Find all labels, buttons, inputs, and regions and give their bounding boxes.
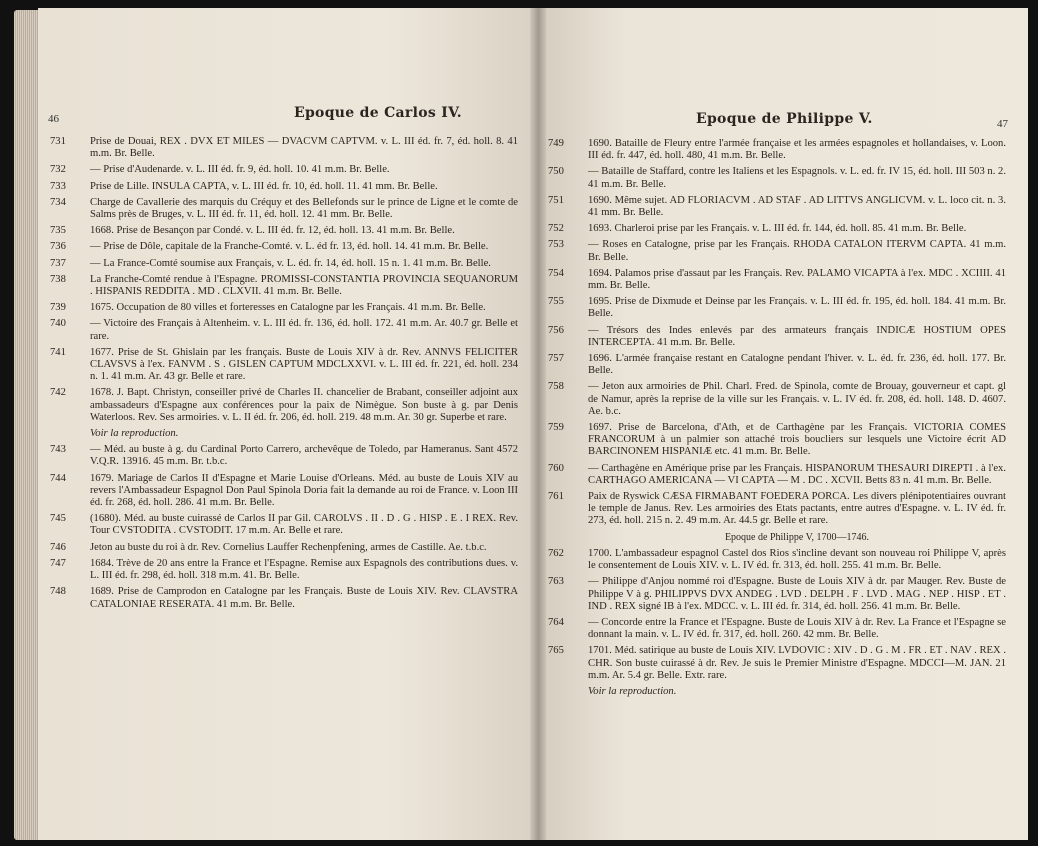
entry-number: 732 bbox=[50, 164, 66, 176]
entry-text: — Jeton aux armoiries de Phil. Charl. Fred. de Spinola, comte de Brouay, gouverneur et capt. gl de Namur, après la reprise de la ville sur les Français. v. L. IV éd. fr. 208, éd. holl. 148. D. 4607. Ae. b.c. bbox=[588, 381, 1006, 417]
entry-text: 1701. Méd. satirique au buste de Louis XIV. LVDOVIC : XIV . D . G . M . FR . ET . NAV . REX . CHR. Son buste cuirassé à dr. Rev. Je suis le Premier Ministre d'Espagne. MDCCI—M. JAN. 21 m.m. Ar. 5.4 gr. Belle. Extr. rare. bbox=[588, 645, 1006, 681]
reproduction-note: Voir la reproduction. bbox=[588, 685, 677, 697]
entry-text: — Méd. au buste à g. du Cardinal Porto Carrero, archevêque de Toledo, par Hameranus. Sant 4572 V.Q.R. 13916. 45 m.m. Br. t.b.c. bbox=[90, 444, 518, 468]
entry-text: 1694. Palamos prise d'assaut par les Français. Rev. PALAMO VICAPTA à l'ex. MDC . XCIIII. 41 mm. Br. Belle. bbox=[588, 267, 1006, 292]
entry-text: — Roses en Catalogne, prise par les Français. RHODA CATALON ITERVM CAPTA. 41 m.m. Br. Belle. bbox=[588, 239, 1006, 263]
entry-text: — Concorde entre la France et l'Espagne. Buste de Louis XIV à dr. Rev. La France et l'Espagne se donnant la main. v. L. IV éd. fr. 317, éd. holl. 260. 42 mm. Br. Belle. bbox=[588, 616, 1006, 641]
entry-text: — Carthagène en Amérique prise par les Français. HISPANORUM THESAURI DIREPTI . à l'ex. CARTHAGO AMERICANA — VI CAPTA — M . DC . XCVII. Betts 83 n. 41 m.m. Br. Belle. bbox=[588, 462, 1006, 486]
entry-number: 753 bbox=[548, 239, 564, 251]
book-gutter bbox=[530, 8, 546, 840]
entry-number: 742 bbox=[50, 387, 66, 399]
catalog-entry bbox=[50, 274, 518, 298]
catalog-entry bbox=[548, 268, 1006, 292]
catalog-entry bbox=[548, 223, 1006, 235]
page-edges bbox=[14, 10, 40, 840]
entry-number: 756 bbox=[548, 324, 564, 336]
catalog-entry bbox=[548, 325, 1006, 349]
entry-text: — Trésors des Indes enlevés par des armateurs français INDICÆ HOSTIUM OPES INTERCEPTA. 41 m.m. Br. Belle. bbox=[588, 324, 1006, 348]
entry-number: 733 bbox=[50, 180, 66, 192]
entry-number: 758 bbox=[548, 381, 564, 393]
entry-number: 760 bbox=[548, 462, 564, 474]
catalog-entry bbox=[548, 195, 1006, 219]
catalog-entry bbox=[548, 463, 1006, 487]
page-number: 46 bbox=[48, 113, 59, 125]
entry-text: 1684. Trève de 20 ans entre la France et l'Espagne. Remise aux Espagnols des contributions dues. v. L. III éd. fr. 298, éd. holl. 318 m.m. 41. Br. Belle. bbox=[90, 557, 518, 582]
reproduction-note: Voir la reproduction. bbox=[90, 428, 179, 440]
entry-text: 1690. Bataille de Fleury entre l'armée française et les armées espagnoles et hollandaises, v. Loon. III éd. fr. 447, éd. holl. 480, 41 m.m. Br. Belle. bbox=[588, 138, 1006, 162]
entry-text: Prise de Douai, REX . DVX ET MILES — DVACVM CAPTVM. v. L. III éd. fr. 7, éd. holl. 8. 41 m.m. Br. Belle. bbox=[90, 136, 518, 160]
entry-number: 741 bbox=[50, 346, 66, 358]
entry-number: 749 bbox=[548, 138, 564, 149]
catalog-entry bbox=[50, 258, 518, 270]
entry-number bbox=[548, 686, 588, 698]
entry-number: 755 bbox=[548, 296, 564, 308]
catalog-entry bbox=[548, 548, 1006, 572]
section-subheading: Epoque de Philippe V, 1700—1746. bbox=[724, 531, 870, 543]
entry-number: 731 bbox=[50, 136, 66, 147]
catalog-entry bbox=[50, 347, 518, 384]
entry-number: 736 bbox=[50, 241, 66, 253]
catalog-entry bbox=[50, 558, 518, 582]
entry-text: 1697. Prise de Barcelona, d'Ath, et de Carthagène par les Français. VICTORIA COMES FRANCORUM à un palmier son attaché trois boucliers sur lesquels une Victoire écrit AD BARCINONEM HISPANIÆ etc. 41 m.m. Br. Belle. bbox=[588, 422, 1006, 458]
catalog-entry bbox=[50, 318, 518, 342]
entry-text: — La France-Comté soumise aux Français, v. L. éd. fr. 14, éd. holl. 15 n. 1. 41 m.m. Br. Belle. bbox=[90, 257, 491, 269]
entry-number: 734 bbox=[50, 196, 66, 208]
entry-text: 1679. Mariage de Carlos II d'Espagne et Marie Louise d'Orleans. Méd. au buste de Louis XIV au revers l'Ambassadeur Espagnol Don Paul Spinola Doria fait la demande au roi de France. v. Loon III éd. fr. 268, éd. holl. 286. 41 m.m. Br. Belle. bbox=[90, 472, 518, 509]
entry-text: — Prise de Dôle, capitale de la Franche-Comté. v. L. éd fr. 13, éd. holl. 14. 41 m.m. Br. Belle. bbox=[90, 241, 489, 253]
catalog-entry bbox=[50, 428, 518, 440]
catalog-entry bbox=[50, 473, 518, 510]
catalog-entry bbox=[50, 164, 518, 176]
entry-number: 765 bbox=[548, 645, 564, 657]
right-page bbox=[538, 8, 1028, 840]
catalog-entry bbox=[50, 181, 518, 193]
entry-text: — Prise d'Audenarde. v. L. III éd. fr. 9, éd. holl. 10. 41 m.m. Br. Belle. bbox=[90, 164, 390, 176]
entry-number: 737 bbox=[50, 257, 66, 269]
running-head: Epoque de Carlos IV. bbox=[294, 105, 462, 121]
entry-number: 739 bbox=[50, 302, 66, 314]
catalog-entry bbox=[50, 225, 518, 237]
catalog-entry bbox=[548, 576, 1006, 613]
entry-number: 744 bbox=[50, 472, 66, 484]
entry-number: 740 bbox=[50, 318, 66, 330]
catalog-entry bbox=[548, 491, 1006, 528]
entry-number: 750 bbox=[548, 166, 564, 178]
entry-number: 747 bbox=[50, 557, 66, 569]
entry-text: 1695. Prise de Dixmude et Deinse par les Français. v. L. III éd. fr. 195, éd. holl. 184. 41 m.m. Br. Belle. bbox=[588, 296, 1006, 320]
catalog-entry bbox=[548, 138, 1006, 162]
entry-number: 752 bbox=[548, 223, 564, 235]
catalog-entry bbox=[548, 353, 1006, 377]
catalog-entry bbox=[548, 645, 1006, 682]
entry-number: 746 bbox=[50, 541, 66, 553]
catalog-entry bbox=[50, 387, 518, 424]
page-number: 47 bbox=[997, 118, 1008, 130]
catalog-entry bbox=[50, 241, 518, 253]
entry-number: 738 bbox=[50, 273, 66, 285]
entry-number: 751 bbox=[548, 194, 564, 206]
entry-number: 743 bbox=[50, 444, 66, 456]
entry-text: 1668. Prise de Besançon par Condé. v. L. III éd. fr. 12, éd. holl. 13. 41 m.m. Br. Belle. bbox=[90, 225, 455, 237]
entry-text: Charge de Cavallerie des marquis du Créquy et des Bellefonds sur le prince de Ligne et le comte de Salms près de Bruges, v. L. III éd. fr. 11, éd. holl. 12. 41 mm. Br. Belle. bbox=[90, 196, 518, 221]
catalog-entry bbox=[50, 197, 518, 221]
entry-text: La Franche-Comté rendue à l'Espagne. PROMISSI-CONSTANTIA PROVINCIA SEQUANORUM . HISPANIS REDDITA . MD . CLXVII. 41 m.m. Br. Belle. bbox=[90, 273, 518, 298]
entry-text: — Philippe d'Anjou nommé roi d'Espagne. Buste de Louis XIV à dr. par Mauger. Rev. Buste de Philippe V à g. PHILIPPVS DVX ANDEG . LVD . DELPH . F . LVD . MAG . NEP . HISP . ET . IND . REX signé IB à l'ex. MDCC. v. L. III éd. fr. 314, éd. holl. 256. 41 m.m. Br. Belle. bbox=[588, 576, 1006, 612]
catalog-entry bbox=[50, 136, 518, 160]
entry-text: (1680). Méd. au buste cuirassé de Carlos II par Gil. CAROLVS . II . D . G . HISP . E . I REX. Rev. Tour CVSTODITA . CVSTODIT. 17 m.m. Ar. Belle et rare. bbox=[90, 513, 518, 537]
catalog-entry bbox=[50, 586, 518, 610]
entry-number: 735 bbox=[50, 225, 66, 237]
entry-number: 745 bbox=[50, 513, 66, 525]
entry-number: 757 bbox=[548, 353, 564, 365]
entry-text: — Victoire des Français à Altenheim. v. L. III éd. fr. 136, éd. holl. 172. 41 m.m. Ar. 40.7 gr. Belle et rare. bbox=[90, 318, 518, 342]
catalog-entry bbox=[50, 302, 518, 314]
catalog-entry bbox=[50, 542, 518, 554]
catalog-entry bbox=[50, 513, 518, 537]
catalog-entry bbox=[548, 381, 1006, 418]
entry-number: 763 bbox=[548, 576, 564, 588]
entry-text: 1690. Même sujet. AD FLORIACVM . AD STAF . AD LITTVS ANGLICVM. v. L. loco cit. n. 3. 41 mm. Br. Belle. bbox=[588, 194, 1006, 219]
entry-text: 1675. Occupation de 80 villes et forteresses en Catalogne par les Français. 41 m.m. Br. Belle. bbox=[90, 302, 486, 314]
catalog-entry bbox=[548, 296, 1006, 320]
entry-number: 759 bbox=[548, 422, 564, 434]
catalog-entry bbox=[548, 686, 1006, 698]
catalog-entry bbox=[548, 239, 1006, 263]
entry-text: 1693. Charleroi prise par les Français. v. L. III éd. fr. 144, éd. holl. 85. 41 m.m. Br. Belle. bbox=[588, 223, 967, 235]
catalog-entry bbox=[50, 444, 518, 468]
catalog-entries bbox=[548, 138, 1006, 702]
catalog-entries bbox=[50, 136, 518, 615]
entry-number: 761 bbox=[548, 491, 564, 503]
left-page bbox=[38, 8, 538, 840]
catalog-entry bbox=[548, 166, 1006, 190]
entry-number: 764 bbox=[548, 616, 564, 628]
entry-text: 1696. L'armée française restant en Catalogne pendant l'hiver. v. L. éd. fr. 236, éd. holl. 177. Br. Belle. bbox=[588, 353, 1006, 377]
entry-text: 1689. Prise de Camprodon en Catalogne par les Français. Buste de Louis XIV. Rev. CLAVSTRA CATALONIAE RESERATA. 41 m.m. Br. Belle. bbox=[90, 586, 518, 610]
catalog-entry bbox=[548, 617, 1006, 641]
entry-number: 762 bbox=[548, 547, 564, 559]
entry-text: — Bataille de Staffard, contre les Italiens et les Espagnols. v. L. ed. fr. IV 15, éd. holl. III 503 n. 2. 41 m.m. Br. Belle. bbox=[588, 166, 1006, 190]
entry-text: Jeton au buste du roi à dr. Rev. Cornelius Lauffer Rechenpfening, armes de Castille. Ae. t.b.c. bbox=[90, 541, 487, 553]
entry-text: 1678. J. Bapt. Christyn, conseiller privé de Charles II. chancelier de Brabant, conseiller adjoint aux ambassadeurs d'Espagne aux conférences pour la paix de Nimègue. Son buste à g. par Denis Waterloos. Rev. Ses armoiries. v. L. II éd. fr. 206, éd. holl. 219. 48 m.m. Ar. 30 gr. Superbe et rare. bbox=[90, 387, 518, 423]
entry-number bbox=[50, 428, 90, 440]
running-head: Epoque de Philippe V. bbox=[696, 111, 873, 127]
entry-text: Prise de Lille. INSULA CAPTA, v. L. III éd. fr. 10, éd. holl. 11. 41 mm. Br. Belle. bbox=[90, 180, 438, 192]
entry-text: Paix de Ryswick CÆSA FIRMABANT FOEDERA PORCA. Les divers plénipotentiaires ouvrant le temple de Janus. Rev. Les armoiries des Etats pactants, entre autres d'Espagne. v. L. IV éd. fr. 273, éd. holl. 215 n. 2. 49 m.m. Ar. 44.5 gr. Belle et rare. bbox=[588, 491, 1006, 527]
entry-text: 1677. Prise de St. Ghislain par les français. Buste de Louis XIV à dr. Rev. ANNVS FELICITER CLAVSVS à l'ex. FANVM . S . GISLEN CAPTUM MDCLXXVI. v. L. III éd. fr. 221, éd. holl. 234 n. 1. 41 m.m. Ar. 43 gr. Belle et rare. bbox=[90, 346, 518, 383]
entry-text: 1700. L'ambassadeur espagnol Castel dos Rios s'incline devant son nouveau roi Philippe V, après le consentement de Louis XIV. v. L. IV éd. fr. 313, éd. holl. 255. 41 m.m. Br. Belle. bbox=[588, 547, 1006, 572]
entry-number: 754 bbox=[548, 267, 564, 279]
entry-number: 748 bbox=[50, 586, 66, 598]
catalog-entry bbox=[548, 422, 1006, 459]
